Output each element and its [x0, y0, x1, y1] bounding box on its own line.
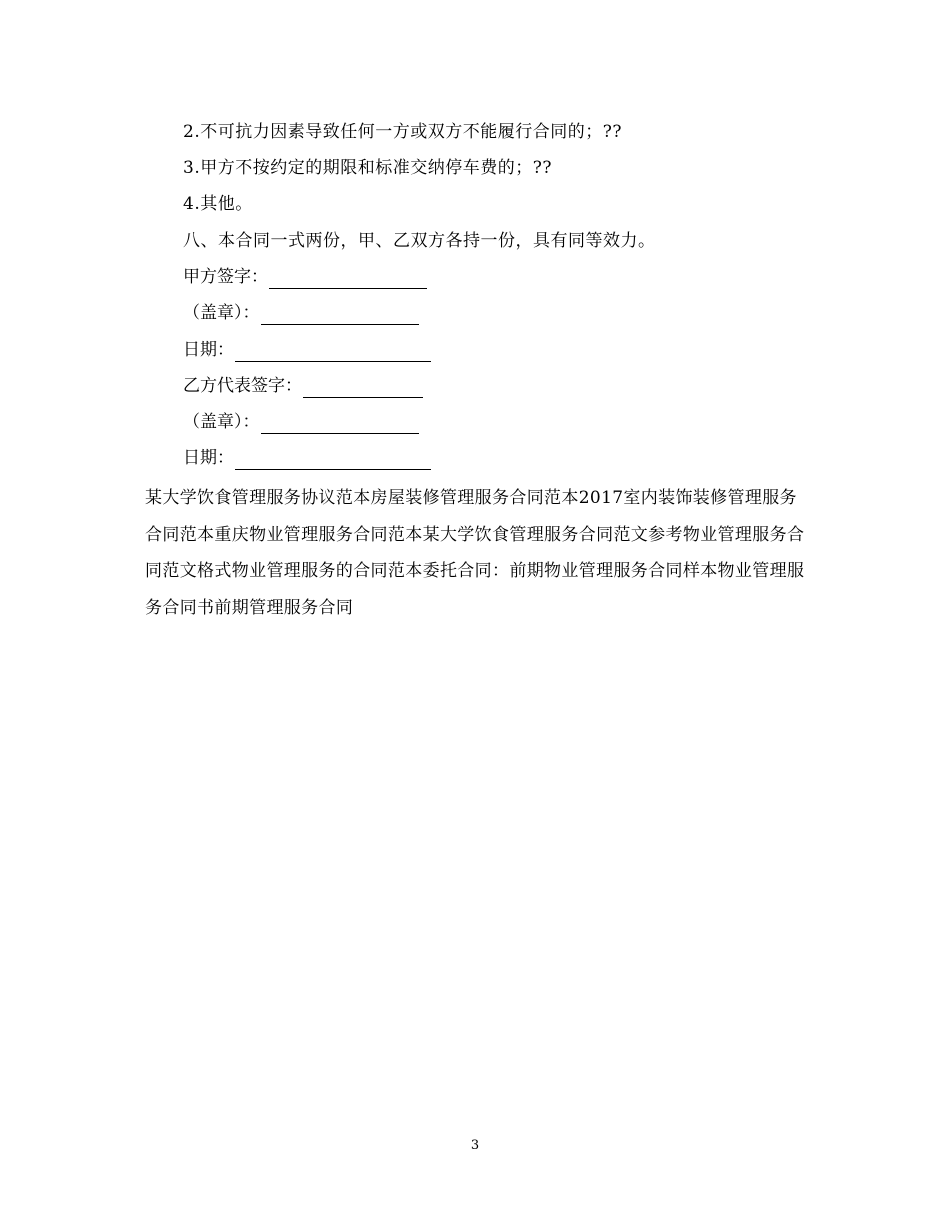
clause-3: 3.甲方不按约定的期限和标准交纳停车费的；?? [183, 158, 552, 178]
party-b-seal-blank[interactable] [261, 415, 419, 434]
related-documents-text: 某大学饮食管理服务协议范本房屋装修管理服务合同范本2017室内装饰装修管理服务合同范本重庆物业管理服务合同范本某大学饮食管理服务合同范文参考物业管理服务合同范文格式物业管理服务的合同范本委托合同：前期物业管理服务合同样本物业管理服务合同书前期管理服务合同 [145, 488, 805, 618]
party-b-date-label: 日期： [183, 448, 234, 468]
party-a-date-blank[interactable] [235, 343, 431, 362]
page-number: 3 [470, 1138, 480, 1153]
party-b-signature-row [183, 374, 423, 398]
party-a-seal-blank[interactable] [261, 306, 419, 325]
party-a-seal-label: （盖章）： [183, 303, 260, 323]
party-a-date-label: 日期： [183, 340, 234, 360]
party-a-seal-row [183, 301, 419, 325]
party-a-signature-blank[interactable] [269, 270, 427, 289]
party-a-date-row [183, 338, 431, 362]
clause-2: 2.不可抗力因素导致任何一方或双方不能履行合同的；?? [183, 122, 622, 142]
party-b-signature-blank[interactable] [303, 379, 423, 398]
clause-4: 4.其他。 [183, 194, 253, 214]
party-b-date-row [183, 446, 431, 470]
party-b-seal-row [183, 410, 419, 434]
party-a-signature-row [183, 265, 427, 289]
party-b-sign-label: 乙方代表签字： [183, 376, 302, 396]
clause-eight: 八、本合同一式两份，甲、乙双方各持一份，具有同等效力。 [183, 231, 656, 251]
party-b-seal-label: （盖章）： [183, 412, 260, 432]
party-a-sign-label: 甲方签字： [183, 267, 268, 287]
party-b-date-blank[interactable] [235, 451, 431, 470]
